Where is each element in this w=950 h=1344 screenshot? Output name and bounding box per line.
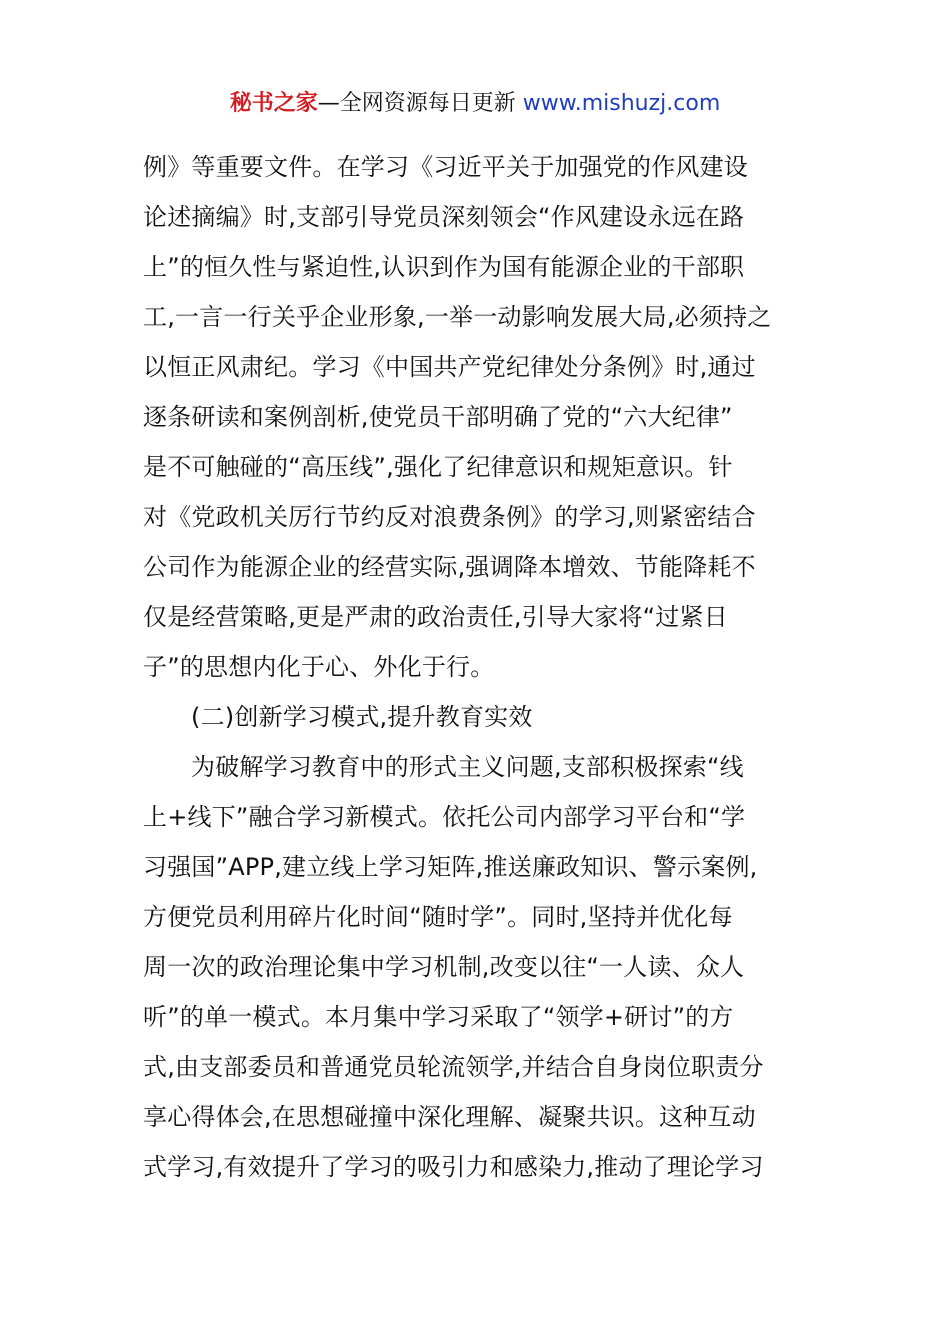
text-line: 工,一言一行关乎企业形象,一举一动影响发展大局,必须持之 — [143, 303, 772, 331]
text-line: 习强国”APP,建立线上学习矩阵,推送廉政知识、警示案例, — [143, 853, 758, 881]
text-line: 是不可触碰的“高压线”,强化了纪律意识和规矩意识。针 — [143, 453, 733, 481]
document-body — [143, 142, 811, 1192]
text-line: 对《党政机关厉行节约反对浪费条例》的学习,则紧密结合 — [143, 503, 756, 531]
text-line: 享心得体会,在思想碰撞中深化理解、凝聚共识。这种互动 — [143, 1103, 756, 1131]
section-heading: (二)创新学习模式,提升教育实效 — [191, 703, 533, 731]
site-header — [0, 86, 950, 122]
text-line: 为破解学习教育中的形式主义问题,支部积极探索“线 — [191, 753, 744, 781]
text-line: 式,由支部委员和普通党员轮流领学,并结合自身岗位职责分 — [143, 1053, 764, 1081]
text-line: 仅是经营策略,更是严肃的政治责任,引导大家将“过紧日 — [143, 603, 728, 631]
section-heading-block — [143, 692, 811, 742]
site-brand: 秘书之家 — [229, 91, 318, 116]
text-line: 式学习,有效提升了学习的吸引力和感染力,推动了理论学习 — [143, 1153, 764, 1181]
text-line: 周一次的政治理论集中学习机制,改变以往“一人读、众人 — [143, 953, 745, 981]
text-line: 听”的单一模式。本月集中学习采取了“领学+研讨”的方 — [143, 1003, 734, 1031]
text-line: 方便党员利用碎片化时间“随时学”。同时,坚持并优化每 — [143, 903, 733, 931]
text-line: 上+线下”融合学习新模式。依托公司内部学习平台和“学 — [143, 803, 746, 831]
text-line: 论述摘编》时,支部引导党员深刻领会“作风建设永远在路 — [143, 203, 745, 231]
paragraph-study-documents — [143, 142, 811, 692]
text-line: 上”的恒久性与紧迫性,认识到作为国有能源企业的干部职 — [143, 253, 745, 281]
text-line: 例》等重要文件。在学习《习近平关于加强党的作风建设 — [143, 153, 748, 181]
text-line: 子”的思想内化于心、外化于行。 — [143, 653, 495, 681]
text-line: 逐条研读和案例剖析,使党员干部明确了党的“六大纪律” — [143, 403, 733, 431]
site-url-link[interactable]: www.mishuzj.com — [522, 91, 721, 116]
site-tagline: —全网资源每日更新 — [317, 91, 523, 116]
text-line: 公司作为能源企业的经营实际,强调降本增效、节能降耗不 — [143, 553, 756, 581]
paragraph-learning-mode — [143, 742, 811, 1192]
text-line: 以恒正风肃纪。学习《中国共产党纪律处分条例》时,通过 — [143, 353, 756, 381]
